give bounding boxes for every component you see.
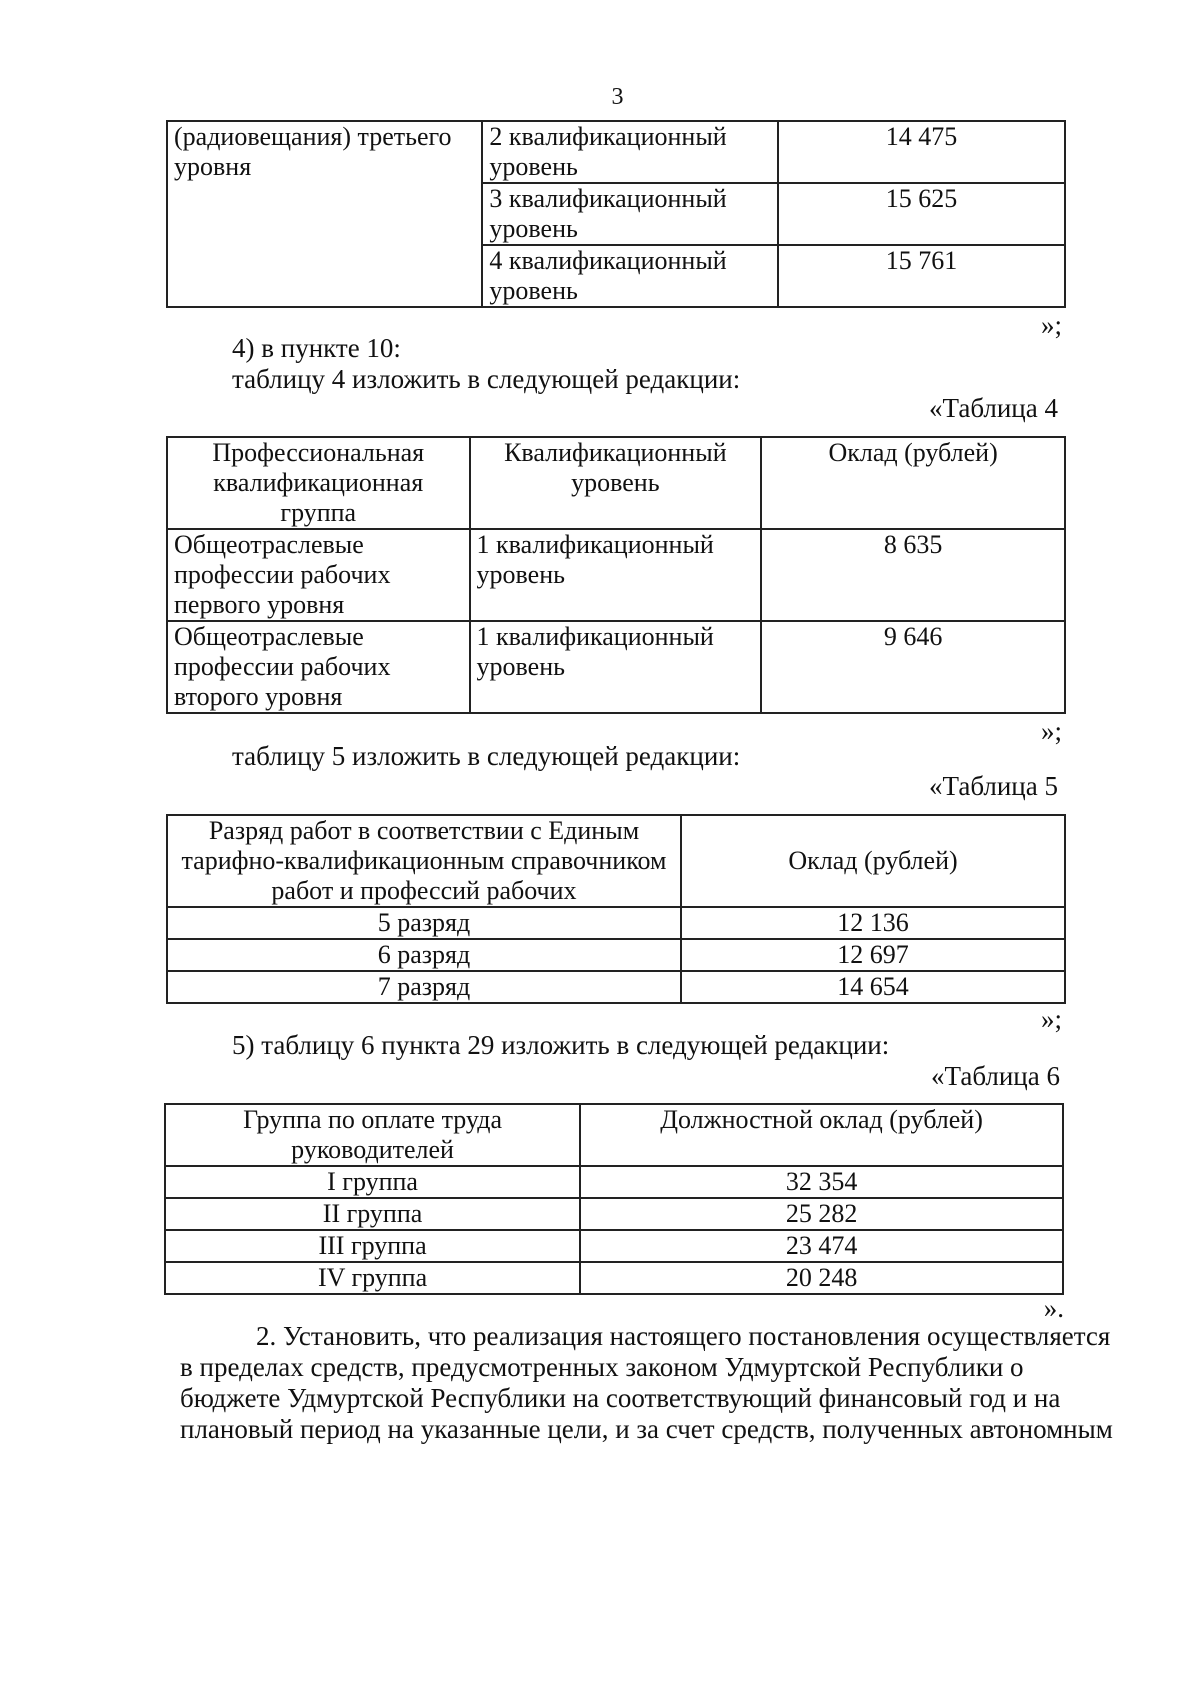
item-4-line: таблицу 4 изложить в следующей редакции: — [232, 364, 741, 394]
table-cell-salary: 14 654 — [681, 971, 1065, 1003]
table-cell-level: 3 квалификационный уровень — [482, 183, 778, 245]
item-4-heading: 4) в пункте 10: — [232, 333, 401, 363]
table-cell-salary: 23 474 — [580, 1230, 1063, 1262]
table-cell-level: 1 квалификационный уровень — [470, 529, 762, 621]
table-cell-level: 4 квалификационный уровень — [482, 245, 778, 307]
table-6-header-salary: Должностной оклад (рублей) — [580, 1104, 1063, 1166]
table-4-close-quote: »; — [1040, 716, 1062, 746]
table-cell-salary: 15 761 — [778, 245, 1065, 307]
table-6-close-quote: ». — [1043, 1293, 1064, 1323]
table-4-caption: «Таблица 4 — [929, 393, 1058, 423]
table-cell-group: II группа — [165, 1198, 580, 1230]
table-5-caption: «Таблица 5 — [929, 771, 1058, 801]
paragraph-line: 2. Установить, что реализация настоящего постановления осуществляется — [256, 1321, 1111, 1351]
page-number: 3 — [611, 84, 624, 110]
table-cell-grade: 5 разряд — [167, 907, 681, 939]
table-cell-group: (радиовещания) третьего уровня — [167, 121, 482, 307]
paragraph-line: в пределах средств, предусмотренных законом Удмуртской Республики о — [180, 1352, 1024, 1382]
table-cell-salary: 20 248 — [580, 1262, 1063, 1294]
paragraph-line: бюджете Удмуртской Республики на соответствующий финансовый год и на — [180, 1383, 1061, 1413]
paragraph-2 — [180, 1321, 1180, 1445]
table-cell-salary: 12 136 — [681, 907, 1065, 939]
table-4-header-group: Профессиональная квалификационная группа — [167, 437, 470, 529]
table-3-continuation — [166, 120, 1066, 308]
table-6-header-group: Группа по оплате труда руководителей — [165, 1104, 580, 1166]
table-3-close-quote: »; — [1040, 310, 1062, 340]
table-6-caption: «Таблица 6 — [931, 1061, 1060, 1091]
table-cell-salary: 15 625 — [778, 183, 1065, 245]
table-4 — [166, 436, 1066, 714]
table-cell-level: 2 квалификационный уровень — [482, 121, 778, 183]
table-5-close-quote: »; — [1040, 1004, 1062, 1034]
item-5-line: 5) таблицу 6 пункта 29 изложить в следующей редакции: — [232, 1030, 890, 1060]
table-cell-level: 1 квалификационный уровень — [470, 621, 762, 713]
table-5-intro-line: таблицу 5 изложить в следующей редакции: — [232, 741, 741, 771]
table-cell-salary: 9 646 — [761, 621, 1065, 713]
table-5-header-salary: Оклад (рублей) — [681, 815, 1065, 907]
table-cell-salary: 14 475 — [778, 121, 1065, 183]
table-cell-group: I группа — [165, 1166, 580, 1198]
table-cell-salary: 32 354 — [580, 1166, 1063, 1198]
table-4-header-level: Квалификационный уровень — [470, 437, 762, 529]
table-cell-salary: 25 282 — [580, 1198, 1063, 1230]
table-cell-salary: 12 697 — [681, 939, 1065, 971]
table-5 — [166, 814, 1066, 1004]
table-cell-group: IV группа — [165, 1262, 580, 1294]
table-cell-grade: 6 разряд — [167, 939, 681, 971]
table-cell-group: III группа — [165, 1230, 580, 1262]
table-6 — [164, 1103, 1064, 1295]
table-4-header-salary: Оклад (рублей) — [761, 437, 1065, 529]
table-cell-salary: 8 635 — [761, 529, 1065, 621]
table-cell-group: Общеотраслевые профессии рабочих второго уровня — [167, 621, 470, 713]
table-cell-group: Общеотраслевые профессии рабочих первого уровня — [167, 529, 470, 621]
table-cell-grade: 7 разряд — [167, 971, 681, 1003]
table-5-header-grade: Разряд работ в соответствии с Единым тарифно-квалификационным справочником работ и профессий рабочих — [167, 815, 681, 907]
paragraph-line: плановый период на указанные цели, и за счет средств, полученных автономным — [180, 1414, 1113, 1444]
